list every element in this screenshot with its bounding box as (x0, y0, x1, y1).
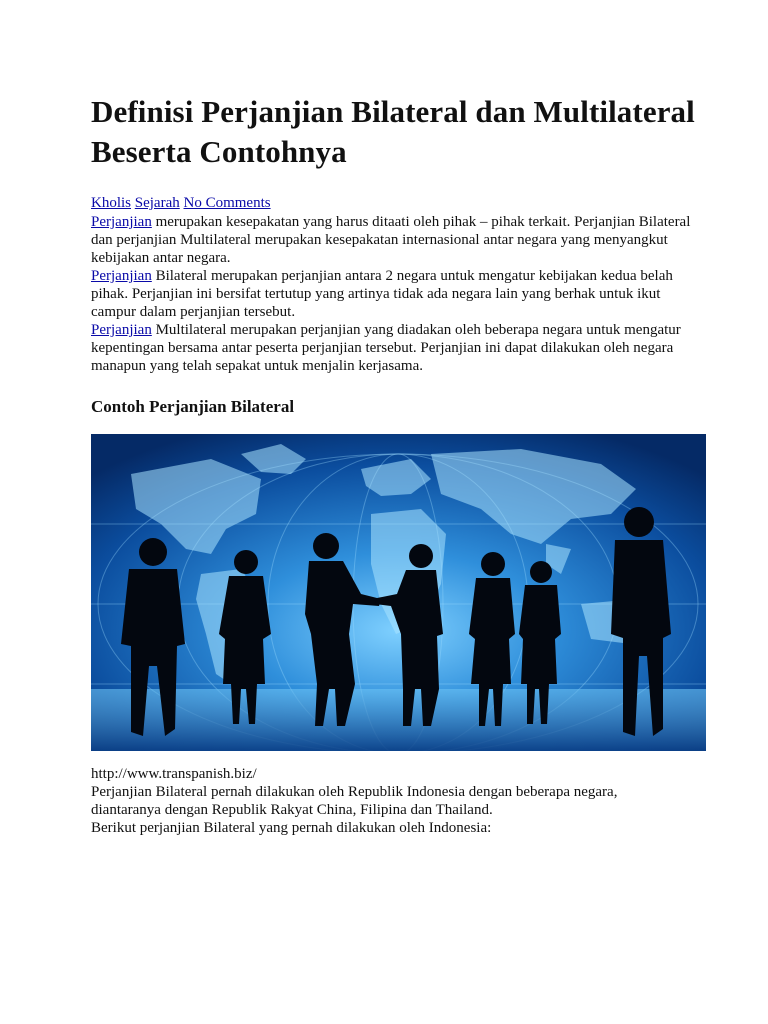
paragraph-intro (91, 213, 691, 267)
paragraph-text: Bilateral merupakan perjanjian antara 2 negara untuk mengatur kebijakan kedua belah pihak. Perjanjian ini bersifat tertutup yang artinya tidak ada negara lain yang berhak untuk ikut campur dalam perjanjian tersebut. (91, 268, 673, 320)
comments-link[interactable]: No Comments (183, 195, 271, 211)
perjanjian-link[interactable]: Perjanjian (91, 322, 152, 338)
paragraph-text: Multilateral merupakan perjanjian yang diadakan oleh beberapa negara untuk mengatur kepentingan bersama antar peserta perjanjian tersebut. Perjanjian ini dapat dilakukan oleh negara manapun yang telah sepakat untuk menjalin kerjasama. (91, 322, 681, 374)
paragraph-bilateral (91, 267, 691, 321)
category-link[interactable]: Sejarah (134, 195, 180, 211)
section-heading: Contoh Perjanjian Bilateral (91, 397, 295, 416)
author-link[interactable]: Kholis (91, 195, 132, 211)
image-caption: http://www.transpanish.biz/ (91, 766, 257, 782)
business-people-world-map-image (91, 434, 706, 751)
article-title: Definisi Perjanjian Bilateral dan Multilateral Beserta Contohnya (91, 94, 695, 169)
paragraph-text: merupakan kesepakatan yang harus ditaati oleh pihak – pihak terkait. Perjanjian Bilateral dan perjanjian Multilateral merupakan kesepakatan internasional antar negara yang menyangkut kebijakan antar negara. (91, 214, 691, 266)
perjanjian-link[interactable]: Perjanjian (91, 214, 152, 230)
paragraph-example: Perjanjian Bilateral pernah dilakukan oleh Republik Indonesia dengan beberapa negara, diantaranya dengan Republik Rakyat China, Filipina dan Thailand. (91, 784, 618, 818)
perjanjian-link[interactable]: Perjanjian (91, 268, 152, 284)
paragraph-list-intro: Berikut perjanjian Bilateral yang pernah dilakukan oleh Indonesia: (91, 820, 492, 836)
paragraph-multilateral (91, 321, 691, 375)
article-meta (91, 193, 706, 213)
